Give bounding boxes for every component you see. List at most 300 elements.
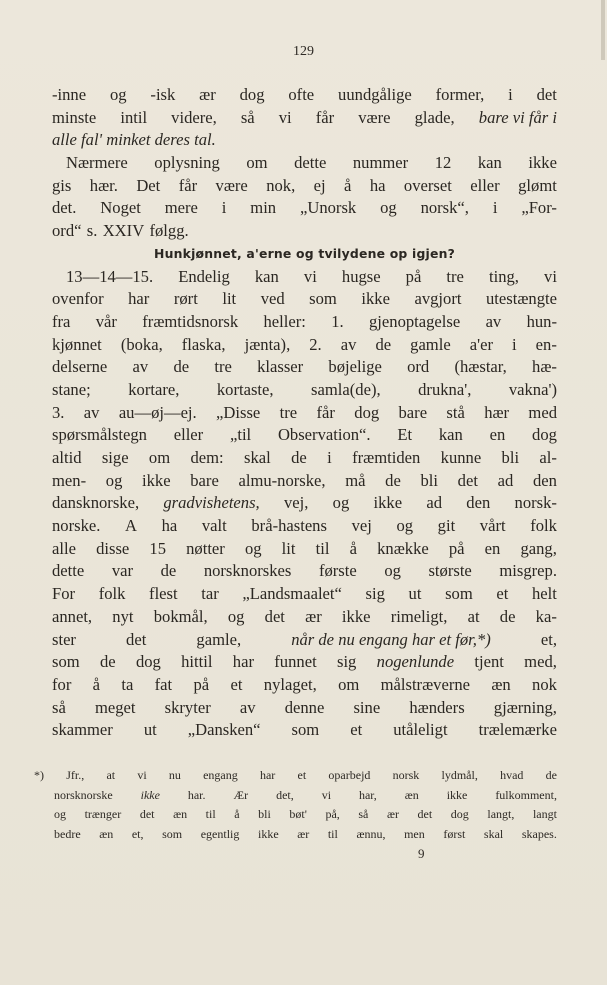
word: ikke [446,787,468,802]
text-line [52,175,557,198]
word: jænta), [244,334,291,354]
word: utestængte [485,289,557,309]
word: og [332,493,350,513]
word: vår [95,311,117,331]
word: For [52,584,76,604]
word: på [405,266,422,286]
word: dog [450,807,469,821]
paragraph-block-1 [52,84,557,243]
word: 2. [309,334,322,354]
word: bare vi får i [478,107,557,127]
word: ad [497,470,514,490]
word: Det [136,175,161,195]
word: den [532,470,557,490]
word: av [83,402,100,422]
word: Noget [100,198,141,218]
word: 1. [331,311,344,331]
word: være [358,107,391,127]
word: glømt [518,175,557,195]
word: ikke [140,787,160,802]
word: om [148,448,171,467]
word: s. [86,221,98,241]
text-line [52,334,557,357]
word: de [99,652,116,672]
word: gamle, [196,629,242,649]
word: det [264,606,285,626]
text-line [34,786,557,806]
section-heading: Hunkjønnet, a'erne og tvilydene op igjen? [154,245,455,261]
word: bare [398,402,428,422]
word: delserne [52,357,108,377]
word: kan [477,153,502,173]
word: de [499,606,516,626]
word: at [106,768,116,782]
word: å [92,674,101,694]
word: æn [173,807,188,821]
word: „til [229,425,252,445]
word: ikke [257,826,279,841]
word: hvad [500,768,524,782]
word: a'er [469,334,493,354]
word: får [315,107,335,127]
word: nok, [266,175,296,195]
text-line [52,583,557,606]
word: rørt [173,289,198,309]
word: oplysning [154,153,220,173]
word: har [128,289,150,309]
word: Endelig [178,266,230,286]
word: og [384,561,401,581]
word: flaska, [181,334,226,354]
text-line [52,515,557,538]
word: skal [244,448,271,467]
word: et, [540,629,557,649]
word: æn [99,826,114,841]
word: ær [297,826,310,841]
word: på [448,538,465,558]
word: folk [530,516,557,536]
word: dog [239,85,265,104]
word: Nærmere [66,153,128,173]
word: samla(de), [311,379,381,399]
word: i [221,198,227,218]
word: ved [260,289,285,309]
word: klasser [257,357,304,377]
word: gis [52,175,72,195]
word: eller [470,175,500,195]
word: ikke [361,289,390,309]
text-line [52,629,557,652]
word: en [484,538,501,558]
word: største [428,561,472,581]
word: nu [168,768,181,782]
word: bokmål, [153,606,208,626]
word: som [162,826,183,841]
word: alle fal' minket deres tal. [52,130,216,150]
word: -inne [52,85,87,104]
word: kunne [440,448,482,467]
word: utåleligt [393,720,448,740]
text-line [34,825,557,845]
word: dog [532,425,557,445]
word: æn [491,674,511,694]
text-line [52,379,557,402]
word: tjent [474,652,504,672]
word: norske. [52,516,101,536]
word: vi [278,107,292,127]
word: være [215,175,248,195]
word: valt [201,516,227,536]
word: disse [96,538,130,558]
text-line [52,84,557,107]
word: bedre [54,826,81,841]
word: hun- [526,311,557,331]
word: nylaget, [263,674,317,694]
word: først [443,826,466,841]
word: ut [143,720,157,740]
word: ka- [535,606,557,626]
word: uundgålige [338,85,412,104]
word: hær [484,402,510,422]
footnote-lines [34,766,557,844]
word: bli [420,470,439,490]
word: så [52,697,66,717]
word: de [291,448,307,467]
word: former, [435,85,485,104]
word: et [350,720,363,740]
word: hær. [89,175,118,195]
word: må [345,470,366,490]
word: al- [539,448,557,467]
word: på [193,674,210,694]
word: lit [222,289,237,309]
footnote [34,766,557,844]
text-line [52,447,557,470]
word: XXIV [102,221,145,241]
word: har [232,652,254,672]
text-line [52,538,557,561]
word: bøjelige [328,357,382,377]
word: nogenlunde [376,652,455,672]
word: et [230,674,243,694]
word: 13—14—15. [66,266,154,286]
word: nok [532,674,557,694]
word: stå [446,402,465,422]
word: det [417,807,433,821]
text-line [34,766,557,786]
word: gradvishetens, [163,493,260,513]
word: sine [353,697,381,717]
word: au—øj—ej. [118,402,197,422]
word: vårt [479,516,506,536]
word: får [316,402,335,422]
word: A [125,516,137,536]
text-line [52,492,557,515]
word: ær [199,85,216,104]
word: ikke [341,606,371,626]
page-number: 129 [293,44,314,59]
word: minste [52,107,97,127]
word: (boka, [120,334,163,354]
word: vakna') [508,379,557,399]
word: Observation“. [277,425,371,445]
word: heller: [263,311,306,331]
word: kjønnet [52,334,102,354]
word: og [380,198,397,218]
word: og [244,538,262,558]
word: de [545,768,557,782]
word: har, [358,787,377,802]
word: har. [187,787,206,802]
word: dette [294,153,327,173]
word: trælemærke [478,720,557,740]
word: ikke [528,153,557,173]
word: vi [303,266,317,286]
word: folk [98,584,126,604]
word: som [445,584,473,604]
word: ikke [373,493,403,513]
word: i [508,85,513,104]
word: dog [135,652,161,672]
word: den [466,493,491,513]
word: trænger [84,807,122,821]
word: ha [161,516,178,536]
word: Ær [233,787,249,802]
word: norsknorske [54,787,113,802]
word: og [396,516,414,536]
word: vi [321,787,332,802]
word: med, [524,652,557,672]
text-line [52,651,557,674]
word: som [52,652,80,672]
word: ær [386,807,399,821]
word: et [496,584,509,604]
word: ofte [288,85,315,104]
word: ha [369,175,386,195]
word: hænders [409,697,465,717]
text-line [52,152,557,175]
word: men- [52,470,87,490]
word: fat [154,674,173,694]
word: ster [52,629,76,649]
word: engang [203,768,238,782]
word: de [160,561,177,581]
word: „Unorsk [299,198,357,218]
text-line [52,129,557,152]
word: altid [52,448,82,467]
text-line [52,697,557,720]
word: ad [426,493,443,513]
word: gang, [520,538,557,558]
word: norsknorskes [203,561,292,581]
word: bøt' [289,807,307,821]
word: oparbejd [328,768,371,782]
word: „For- [521,198,557,218]
word: fræmtidsnorsk [142,311,239,331]
text-line [52,220,557,243]
word: av [132,357,149,377]
word: av [340,334,357,354]
word: annet, [52,606,93,626]
text-line [52,288,557,311]
word: norsk [392,768,420,782]
word: 12 [434,153,452,173]
word: ting, [488,266,519,286]
word: almu-norske, [238,470,326,490]
word: helt [531,584,557,604]
word: sige [101,448,129,467]
word: fræmtiden [352,448,421,467]
word: av [239,697,256,717]
word: til [205,807,216,821]
word: 3. [52,402,65,422]
word: gamle [410,334,451,354]
word: første [318,561,357,581]
word: det. [52,198,77,218]
word: tre [279,402,298,422]
word: en [489,425,506,445]
word: fra [52,311,71,331]
word: hittil [181,652,213,672]
word: norsk- [514,493,557,513]
word: brå-hastens [251,516,327,536]
word: mere [164,198,198,218]
word: *) [34,768,44,782]
word: på, [325,807,340,821]
word: ta [121,674,134,694]
word: vej [351,516,372,536]
word: egentlig [200,826,240,841]
word: et [297,768,307,782]
word: kan [254,266,279,286]
word: skammer [52,720,113,740]
word: og [105,470,123,490]
word: git [437,516,456,536]
word: ær [305,606,322,626]
word: det [457,470,478,490]
word: ord [407,357,430,377]
word: eller [173,425,204,445]
word: så [358,807,369,821]
word: kan [438,425,463,445]
word: hæ- [532,357,557,377]
word: tar [201,584,219,604]
word: så [240,107,255,127]
text-line [52,606,557,629]
word: om [338,674,360,694]
word: lydmål, [441,768,478,782]
word: „Landsmaalet“ [242,584,342,604]
signature-mark: 9 [418,846,425,861]
word: videre, [171,107,217,127]
word: til [315,538,330,558]
word: de [385,470,401,490]
word: ænnu, [356,826,386,841]
word: får [178,175,198,195]
text-line [52,107,557,130]
word: til [327,826,338,841]
word: „Dansken“ [187,720,261,740]
word: skal [483,826,504,841]
word: for [52,674,72,694]
word: et, [131,826,144,841]
word: bli [501,448,520,467]
word: bare [190,470,219,490]
word: æn [404,787,419,802]
word: ej [313,175,326,195]
word: spørsmålstegn [52,425,147,445]
word: alle [52,538,76,558]
word: nummer [352,153,409,173]
word: flest [149,584,178,604]
word: de [173,357,190,377]
word: glade, [414,107,455,127]
word: om [246,153,268,173]
word: men [404,826,425,841]
word: dem: [190,448,224,467]
text-line [52,311,557,334]
word: ovenfor [52,289,104,309]
word: i [492,198,498,218]
word: misgrep. [499,561,557,581]
word: vi [544,266,557,286]
word: dette [52,561,85,581]
word: ut [408,584,422,604]
text-line [52,719,557,742]
word: bli [258,807,271,821]
word: sig [365,584,385,604]
word: sig [336,652,357,672]
word: funnet [274,652,317,672]
word: det [536,85,557,104]
word: å [234,807,240,821]
word: når de nu engang har et før,*) [291,629,491,649]
word: skapes. [521,826,557,841]
word: de [375,334,392,354]
text-line [52,424,557,447]
word: meget [94,697,136,717]
word: 15 [149,538,166,558]
word: overset [403,175,452,195]
text-line [52,674,557,697]
word: å [344,175,352,195]
word: fulkomment, [495,787,557,802]
word: gjenoptagelse [369,311,461,331]
word: skryter [164,697,211,717]
word: min [250,198,277,218]
word: intil [120,107,148,127]
word: tre [446,266,464,286]
word: og [109,85,127,104]
text-line [34,805,557,825]
word: en- [535,334,557,354]
word: Jfr., [66,768,85,782]
text-line [52,560,557,583]
word: følgg. [149,221,189,241]
body-text [52,84,557,742]
word: Et [397,425,413,445]
word: og [227,606,245,626]
text-line [52,266,557,289]
word: denne [284,697,325,717]
word: lit [281,538,296,558]
text-line [52,402,557,425]
word: det [126,629,147,649]
word: langt [532,807,557,821]
word: avgjort [414,289,462,309]
word: og [54,807,66,821]
word: i [327,448,332,467]
